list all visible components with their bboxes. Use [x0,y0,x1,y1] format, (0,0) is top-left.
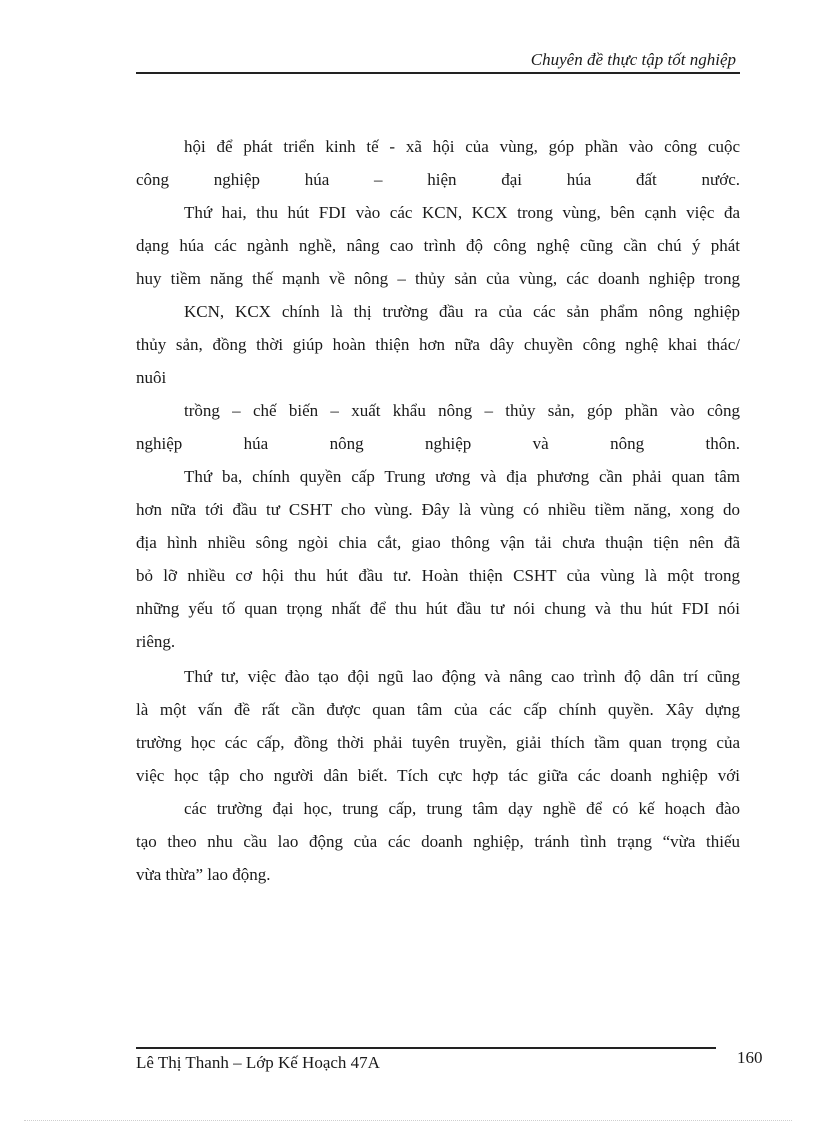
page-edge-dots [24,1120,792,1121]
footer-rule [136,1047,716,1049]
text-line: địa hình nhiều sông ngòi chia cắt, giao thông vận tải chưa thuận tiện nên đã [136,533,740,552]
text-line: thủy sản, đồng thời giúp hoàn thiện hơn nữa dây chuyền công nghệ khai thác/ [136,335,740,354]
text-line: vừa thừa” lao động. [136,865,271,884]
text-line: Thứ ba, chính quyền cấp Trung ương và địa phương cần phải quan tâm [184,467,740,486]
header-rule [136,72,740,74]
text-line: bỏ lỡ nhiều cơ hội thu hút đầu tư. Hoàn thiện CSHT của vùng là một trong [136,566,740,585]
text-line: nghiệp húa nông nghiệp và nông thôn. [136,434,740,453]
text-line: dạng húa các ngành nghề, nâng cao trình độ công nghệ cũng cần chú ý phát [136,236,740,255]
text-line: hội để phát triển kinh tế - xã hội của vùng, góp phần vào công cuộc [184,137,740,156]
text-line: huy tiềm năng thế mạnh về nông – thủy sản của vùng, các doanh nghiệp trong [136,269,740,288]
text-line: công nghiệp húa – hiện đại húa đất nước. [136,170,740,189]
text-line: tạo theo nhu cầu lao động của các doanh nghiệp, tránh tình trạng “vừa thiếu [136,832,740,851]
text-line: trường học các cấp, đồng thời phải tuyên truyền, giải thích tầm quan trọng của [136,733,740,752]
text-line: riêng. [136,632,176,651]
text-line: hơn nữa tới đầu tư CSHT cho vùng. Đây là vùng có nhiều tiềm năng, xong do [136,500,740,519]
text-line: là một vấn đề rất cần được quan tâm của các cấp chính quyền. Xây dựng [136,700,740,719]
text-line: Thứ hai, thu hút FDI vào các KCN, KCX trong vùng, bên cạnh việc đa [184,203,740,222]
header-title: Chuyên đề thực tập tốt nghiệp [530,50,736,69]
text-line: KCN, KCX chính là thị trường đầu ra của các sản phẩm nông nghiệp [184,302,740,321]
text-line: nuôi [136,368,167,387]
text-line: Thứ tư, việc đào tạo đội ngũ lao động và nâng cao trình độ dân trí cũng [184,667,740,686]
text-line: các trường đại học, trung cấp, trung tâm dạy nghề để có kế hoạch đào [184,799,740,818]
document-body [136,130,740,891]
text-line: những yếu tố quan trọng nhất để thu hút đầu tư nói chung và thu hút FDI nói [136,599,740,618]
page-header [136,48,740,74]
text-line: việc học tập cho người dân biết. Tích cực hợp tác giữa các doanh nghiệp với [136,766,740,785]
text-line: trồng – chế biến – xuất khẩu nông – thủy sản, góp phần vào công [184,401,740,420]
page-number: 160 [737,1048,763,1067]
footer-author: Lê Thị Thanh – Lớp Kế Hoạch 47A [136,1053,380,1072]
